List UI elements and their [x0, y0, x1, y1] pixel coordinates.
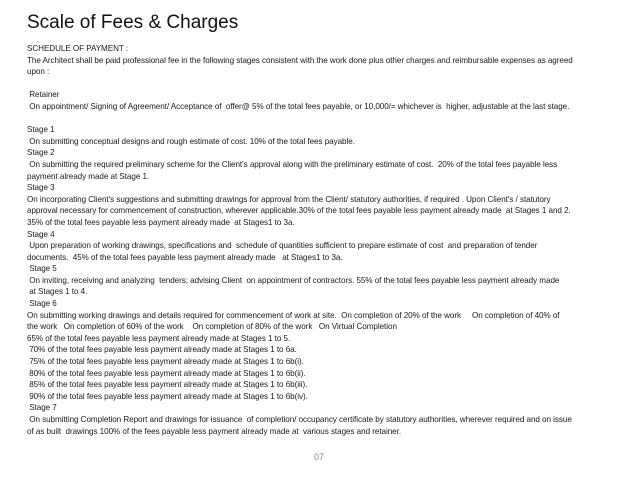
text-line: approval necessary for commencement of construction, wherever applicable.30% of the total fees payable less payment already made at Stages 1 and 2. [27, 206, 571, 216]
text-line: 70% of the total fees payable less payment already made at Stages 1 to 6a. [27, 345, 297, 355]
text-line: the work On completion of 60% of the work On completion of 80% of the work On Virtual Completion [27, 322, 397, 332]
text-line: On appointment/ Signing of Agreement/ Acceptance of offer@ 5% of the total fees payable, or 10,000/= whichever is higher, adjustable at the last stage. [27, 101, 570, 111]
text-line: of as built drawings 100% of the fees payable less payment already made at various stages and retainer. [27, 426, 402, 436]
text-line: documents. 45% of the total fees payable less payment already made at Stages1 to 3a. [27, 252, 343, 262]
text-line: SCHEDULE OF PAYMENT : [27, 44, 129, 53]
text-line: On submitting conceptual designs and rough estimate of cost. 10% of the total fees payable. [27, 136, 355, 146]
stage-heading: Stage 5 [27, 264, 57, 274]
page-title: Scale of Fees & Charges [27, 12, 239, 33]
text-line: On incorporating Client's suggestions and submitting drawings for approval from the Client/ statutory authorities, if required . Upon Client's / statutory [27, 194, 551, 204]
text-line: Retainer [27, 90, 60, 100]
blank-line [27, 113, 627, 125]
text-line: at Stages 1 to 4. [27, 287, 88, 297]
stage-heading: Stage 1 [27, 125, 55, 135]
text-line: 85% of the total fees payable less payment already made at Stages 1 to 6b(iii). [27, 380, 308, 390]
text-line: Upon preparation of working drawings, specifications and schedule of quantities sufficient to prepare estimate of cost and preparation of tender [27, 241, 538, 251]
blank-line [27, 78, 627, 90]
text-line: The Architect shall be paid professional fee in the following stages consistent with the work done plus other charges and reimbursable expenses as agreed [27, 55, 573, 65]
text-line: On submitting Completion Report and drawings for issuance of completion/ occupancy certificate by statutory authorities, wherever required and on issue [27, 415, 572, 424]
stage-heading: Stage 4 [27, 229, 55, 239]
text-line: On submitting the required preliminary scheme for the Client's approval along with the preliminary estimate of cost. 20% of the total fees payable less [27, 159, 558, 169]
page-number: 07 [313, 452, 324, 462]
text-line: On inviting, receiving and analyzing tenders; advising Client on appointment of contractors. 55% of the total fees payable less payment already made [27, 275, 560, 285]
text-line: payment already made at Stage 1. [27, 171, 150, 181]
stage-heading: Stage 3 [27, 183, 55, 193]
text-line: 65% of the total fees payable less payment already made at Stages 1 to 5. [27, 333, 291, 343]
stage-heading: Stage 7 [27, 403, 57, 413]
text-line: upon : [27, 67, 50, 77]
text-line: 90% of the total fees payable less payment already made at Stages 1 to 6b(iv). [27, 391, 308, 401]
text-line: 35% of the total fees payable less payment already made at Stages1 to 3a. [27, 217, 295, 227]
stage-heading: Stage 2 [27, 148, 55, 158]
text-line: 75% of the total fees payable less payment already made at Stages 1 to 6b(i). [27, 357, 304, 367]
stage-heading: Stage 6 [27, 299, 57, 309]
text-line: On submitting working drawings and details required for commencement of work at site. On completion of 20% of the work On completion of 40% of [27, 310, 560, 320]
text-line: 80% of the total fees payable less payment already made at Stages 1 to 6b(ii). [27, 368, 306, 378]
schedule-body [27, 43, 627, 437]
